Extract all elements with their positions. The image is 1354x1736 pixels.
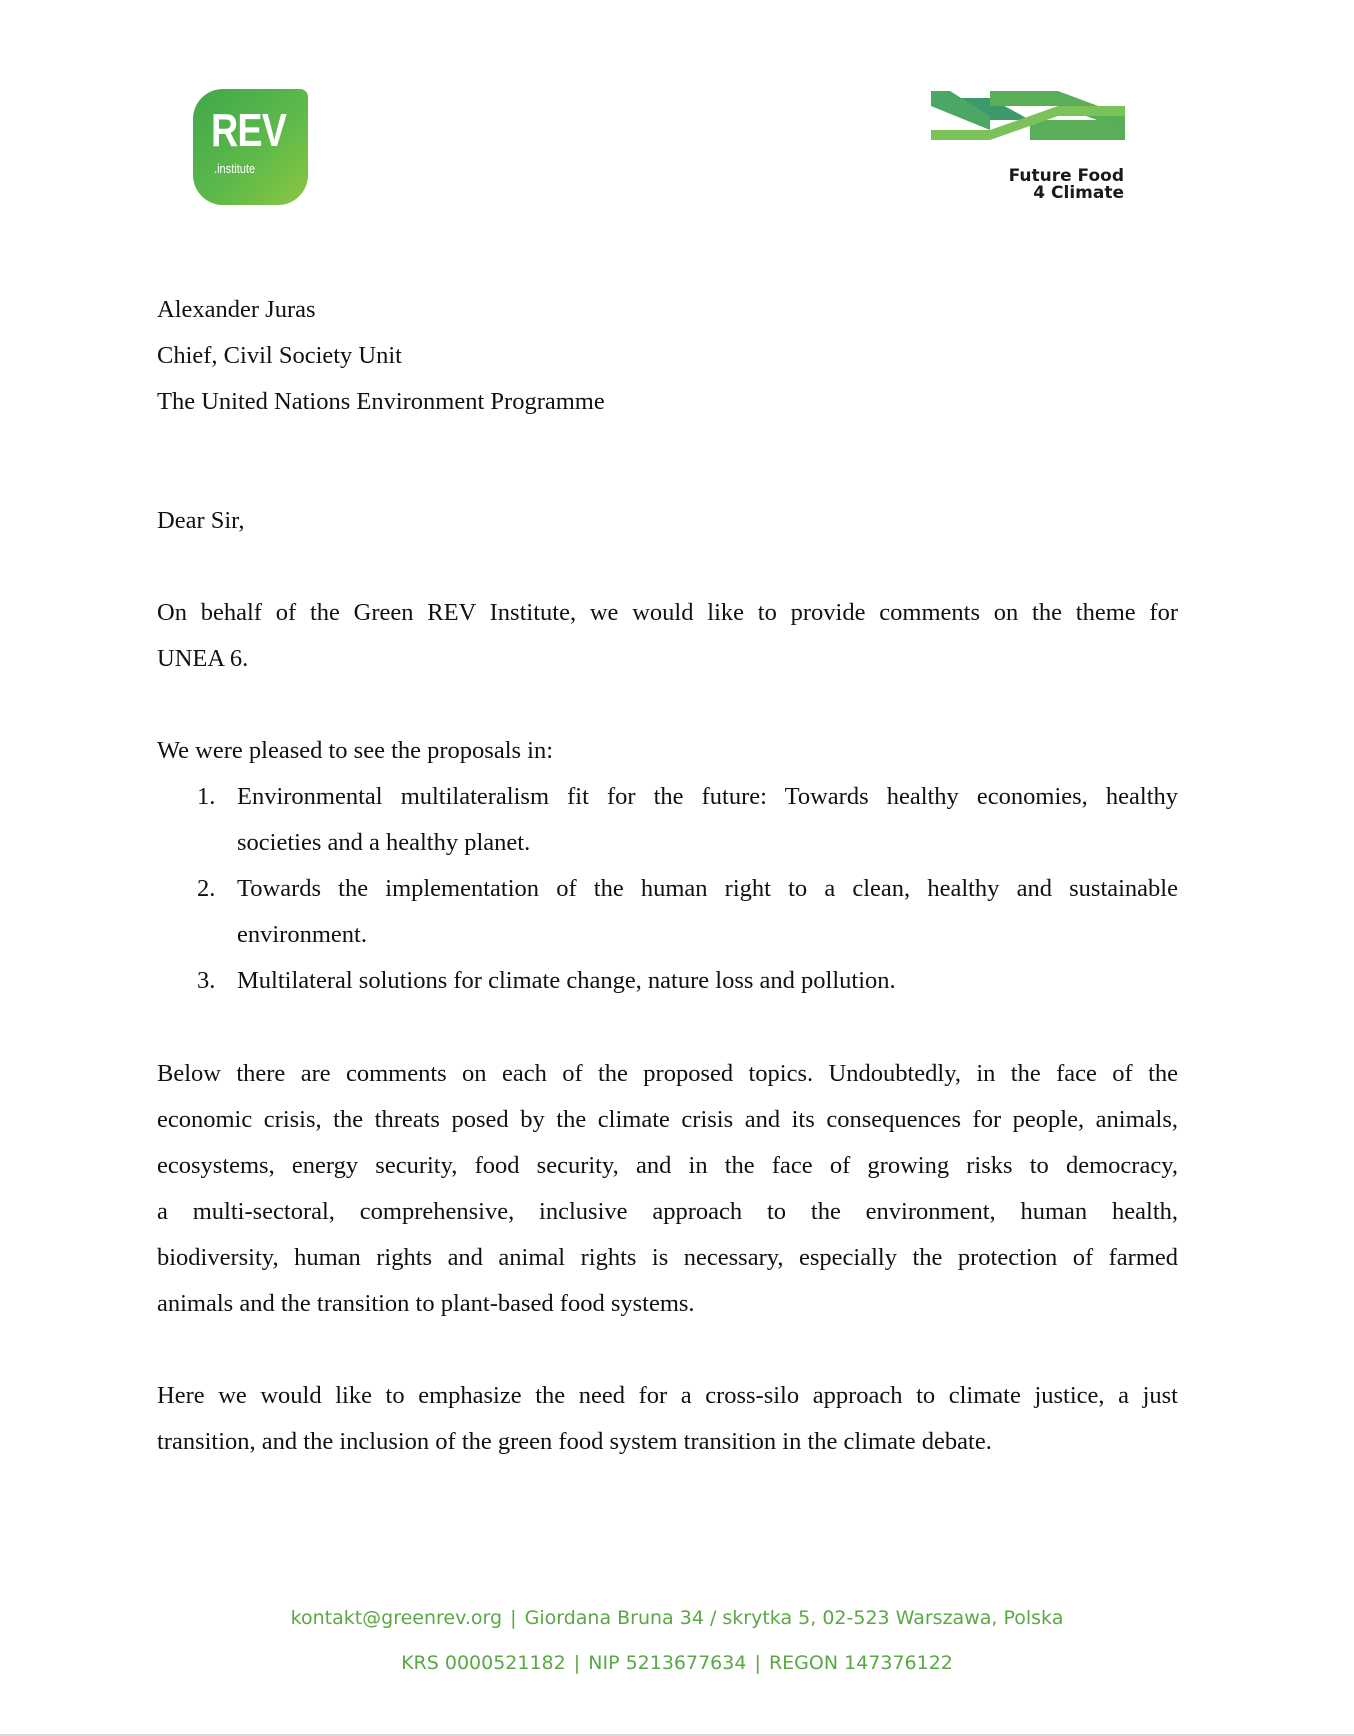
paragraph-intro xyxy=(157,590,1178,682)
footer-regon: REGON 147376122 xyxy=(768,1652,953,1674)
paragraph-line: UNEA 6. xyxy=(157,645,249,672)
paragraph-line: biodiversity, human rights and animal rights is necessary, especially the protection of farmed xyxy=(157,1244,1178,1271)
paragraph-line: On behalf of the Green REV Institute, we would like to provide comments on the theme for xyxy=(157,599,1178,626)
footer-separator: | xyxy=(573,1652,581,1674)
list-item-line: Multilateral solutions for climate change, nature loss and pollution. xyxy=(237,967,896,994)
footer-nip: NIP 5213677634 xyxy=(588,1652,747,1674)
list-item-line: environment. xyxy=(237,921,367,948)
future-food-logo-line2: 4 Climate xyxy=(1033,183,1124,203)
paragraph-emphasis xyxy=(157,1373,1178,1465)
salutation: Dear Sir, xyxy=(157,507,245,534)
footer-separator: | xyxy=(510,1607,517,1629)
future-food-logo-text xyxy=(1009,168,1124,202)
footer-separator: | xyxy=(754,1652,761,1674)
rev-logo-word: REV xyxy=(211,104,287,156)
paragraph-line: Here we would like to emphasize the need for a cross-silo approach to climate justice, a just xyxy=(157,1382,1178,1409)
list-item-number: 1. xyxy=(197,783,216,810)
footer-registration xyxy=(0,1652,1354,1674)
recipient-address xyxy=(157,287,1178,425)
paragraph-comments xyxy=(157,1051,1178,1327)
future-food-logo-line1: Future Food xyxy=(1008,166,1124,186)
list-item xyxy=(157,866,1178,958)
proposals-intro: We were pleased to see the proposals in: xyxy=(157,737,554,764)
footer-contact xyxy=(0,1607,1354,1629)
rev-logo-subtitle: .institute xyxy=(214,161,256,176)
future-food-4-climate-logo xyxy=(930,88,1130,208)
recipient-title: Chief, Civil Society Unit xyxy=(157,342,402,369)
list-item-number: 2. xyxy=(197,875,216,902)
recipient-organization: The United Nations Environment Programme xyxy=(157,388,605,415)
paragraph-line: a multi-sectoral, comprehensive, inclusive approach to the environment, human health, xyxy=(157,1198,1178,1225)
paragraph-line: economic crisis, the threats posed by the climate crisis and its consequences for people, animals, xyxy=(157,1106,1178,1133)
proposals-list xyxy=(157,774,1178,1004)
list-item xyxy=(157,958,1178,1004)
paragraph-line: Below there are comments on each of the proposed topics. Undoubtedly, in the face of the xyxy=(157,1060,1178,1087)
rev-institute-logo xyxy=(193,89,308,205)
list-item-line: Towards the implementation of the human right to a clean, healthy and sustainable xyxy=(237,875,1178,902)
paragraph-line: transition, and the inclusion of the green food system transition in the climate debate. xyxy=(157,1428,992,1455)
paragraph-line: animals and the transition to plant-based food systems. xyxy=(157,1290,695,1317)
future-food-ribbon-icon xyxy=(930,88,1130,168)
list-item xyxy=(157,774,1178,866)
list-item-line: Environmental multilateralism fit for the future: Towards healthy economies, healthy xyxy=(237,783,1178,810)
paragraph-line: ecosystems, energy security, food security, and in the face of growing risks to democracy, xyxy=(157,1152,1178,1179)
footer-email: kontakt@greenrev.org xyxy=(290,1607,503,1629)
recipient-name: Alexander Juras xyxy=(157,296,316,323)
footer-address: Giordana Bruna 34 / skrytka 5, 02-523 Warszawa, Polska xyxy=(524,1607,1064,1629)
list-item-number: 3. xyxy=(197,967,216,994)
list-item-line: societies and a healthy planet. xyxy=(237,829,531,856)
footer-krs: KRS 0000521182 xyxy=(401,1652,566,1674)
